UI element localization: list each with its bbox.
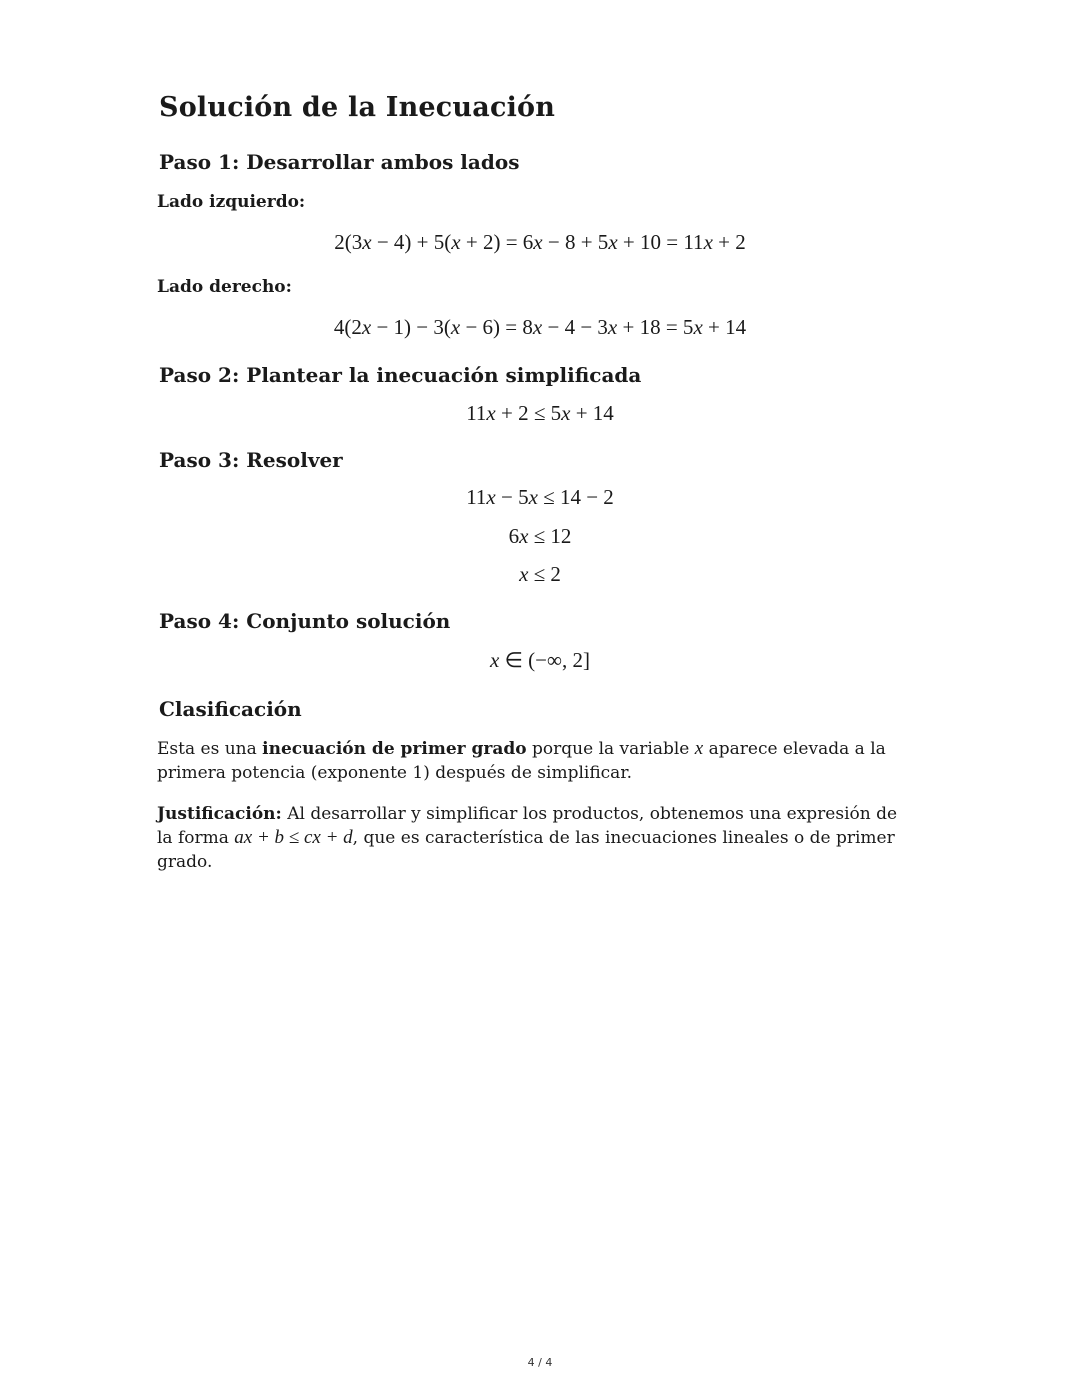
paso4-equation: x ∈ (−∞, 2] [490,648,590,672]
lado-derecho-equation: 4(2x − 1) − 3(x − 6) = 8x − 4 − 3x + 18 = 5x + 14 [333,315,747,339]
paragraph-text: porque la variable [526,739,695,759]
paso3-line-3: x ≤ 2 [519,562,561,586]
paragraph-bold-text: inecuación de primer grado [262,739,527,759]
paso1-heading: Paso 1: Desarrollar ambos lados [159,150,520,174]
paso3-line-1: 11x − 5x ≤ 14 − 2 [466,485,614,509]
justificacion-paragraph [157,802,907,874]
page-number: 4 / 4 [527,1356,553,1369]
clasificacion-paragraph [157,737,907,785]
paragraph-text: Esta es una [157,739,263,759]
paso3-line-2: 6x ≤ 12 [508,524,572,548]
lado-izquierdo-equation: 2(3x − 4) + 5(x + 2) = 6x − 8 + 5x + 10 = 11x + 2 [334,230,746,254]
paragraph-text: Al desarrollar y simplificar los productos, obtenemos una expresión de la forma [157,804,898,848]
inline-math: ax + b ≤ cx + d [234,827,353,848]
paragraph-text: aparece elevada a la primera potencia (exponente 1) después de simplificar. [157,739,886,783]
paragraph-text: , que es característica de las inecuaciones lineales o de primer grado. [157,828,895,872]
math-variable: x [694,738,704,759]
justificacion-label: Justificación: [157,804,282,824]
lado-izquierdo-label: Lado izquierdo: [157,192,306,212]
paso3-heading: Paso 3: Resolver [159,448,343,472]
paso2-heading: Paso 2: Plantear la inecuación simplificada [159,363,642,387]
page-title: Solución de la Inecuación [159,92,556,123]
lado-derecho-label: Lado derecho: [157,277,292,297]
paso2-equation: 11x + 2 ≤ 5x + 14 [466,401,614,425]
clasificacion-heading: Clasificación [159,697,302,721]
paso4-heading: Paso 4: Conjunto solución [159,609,451,633]
